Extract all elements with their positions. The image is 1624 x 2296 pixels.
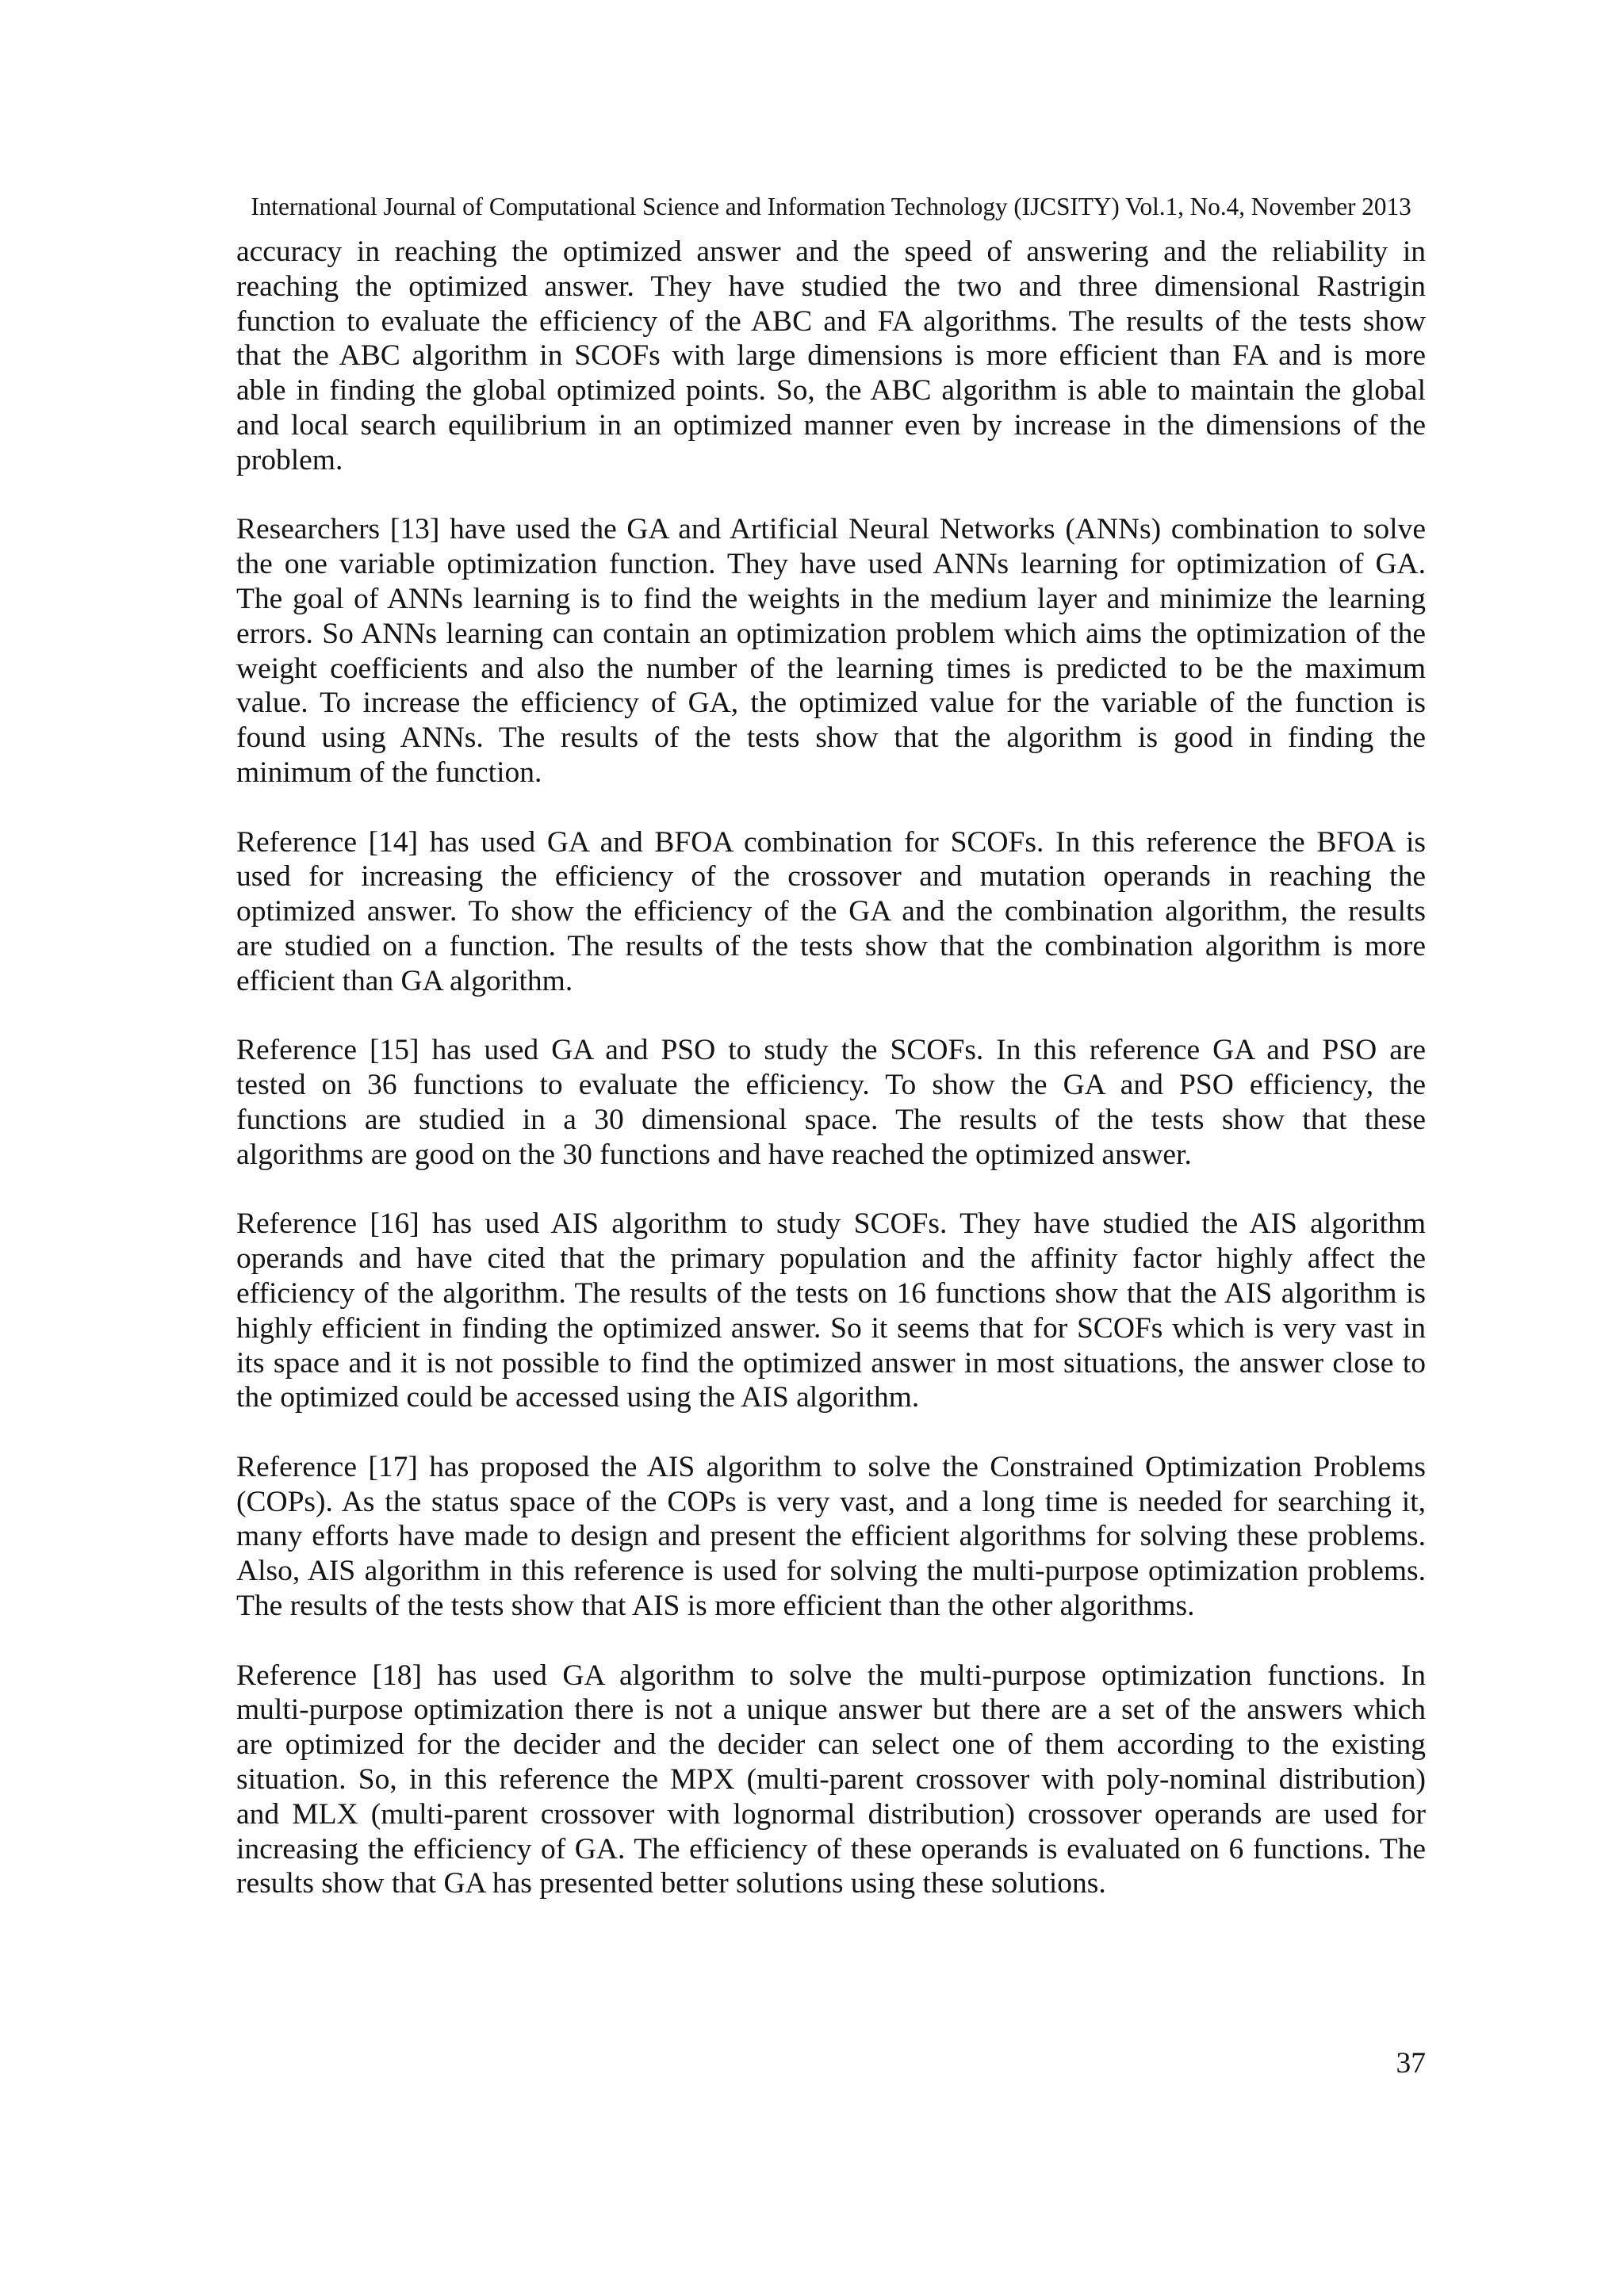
text-line: many efforts have made to design and present the efficient algorithms for solving these problems. — [236, 1520, 1426, 1553]
text-line: multi-purpose optimization there is not a unique answer but there are a set of the answers which — [236, 1693, 1426, 1727]
body-paragraph — [236, 1450, 1426, 1624]
text-line: Reference [17] has proposed the AIS algorithm to solve the Constrained Optimization Problems — [236, 1450, 1426, 1483]
text-line: highly efficient in finding the optimized answer. So it seems that for SCOFs which is very vast in — [236, 1311, 1426, 1345]
text-line: situation. So, in this reference the MPX (multi-parent crossover with poly-nominal distribution) — [236, 1763, 1426, 1797]
running-header: International Journal of Computational Science and Information Technology (IJCSITY) Vol.1, No.4, November 2013 — [251, 193, 1411, 220]
text-line: increasing the efficiency of GA. The efficiency of these operands is evaluated on 6 functions. The — [236, 1832, 1426, 1866]
text-line: reaching the optimized answer. They have studied the two and three dimensional Rastrigin — [236, 270, 1426, 303]
text-line: The results of the tests show that AIS is more efficient than the other algorithms. — [236, 1590, 1195, 1623]
text-line: Reference [16] has used AIS algorithm to study SCOFs. They have studied the AIS algorithm — [236, 1207, 1426, 1241]
text-line: problem. — [236, 443, 343, 476]
text-line: results show that GA has presented better solutions using these solutions. — [236, 1867, 1106, 1900]
text-line: Reference [18] has used GA algorithm to solve the multi-purpose optimization functions. In — [236, 1659, 1426, 1692]
text-line: the one variable optimization function. They have used ANNs learning for optimization of GA. — [236, 548, 1426, 581]
text-line: (COPs). As the status space of the COPs is very vast, and a long time is needed for searching it, — [236, 1485, 1426, 1518]
text-line: value. To increase the efficiency of GA, the optimized value for the variable of the function is — [236, 687, 1426, 720]
text-line: errors. So ANNs learning can contain an optimization problem which aims the optimization of the — [236, 617, 1426, 650]
text-line: weight coefficients and also the number of the learning times is predicted to be the maximum — [236, 652, 1426, 685]
body-paragraph — [236, 1659, 1426, 1902]
text-line: operands and have cited that the primary population and the affinity factor highly affect the — [236, 1242, 1426, 1276]
page-number: 37 — [1396, 2047, 1426, 2080]
text-line: its space and it is not possible to find the optimized answer in most situations, the answer close to — [236, 1346, 1426, 1380]
text-line: tested on 36 functions to evaluate the efficiency. To show the GA and PSO efficiency, the — [236, 1069, 1426, 1102]
body-paragraph — [236, 1033, 1426, 1172]
text-line: and local search equilibrium in an optimized manner even by increase in the dimensions of the — [236, 408, 1426, 442]
text-line: found using ANNs. The results of the tests show that the algorithm is good in finding the — [236, 721, 1426, 755]
text-line: function to evaluate the efficiency of the ABC and FA algorithms. The results of the tests show — [236, 304, 1426, 338]
text-line: Researchers [13] have used the GA and Artificial Neural Networks (ANNs) combination to solve — [236, 513, 1426, 546]
body-paragraph — [236, 1207, 1426, 1415]
text-line: and MLX (multi-parent crossover with lognormal distribution) crossover operands are used for — [236, 1797, 1426, 1831]
text-line: efficiency of the algorithm. The results of the tests on 16 functions show that the AIS algorithm is — [236, 1276, 1426, 1310]
body-paragraph — [236, 512, 1426, 790]
text-line: that the ABC algorithm in SCOFs with large dimensions is more efficient than FA and is more — [236, 339, 1426, 373]
text-line: algorithms are good on the 30 functions and have reached the optimized answer. — [236, 1138, 1192, 1171]
text-line: the optimized could be accessed using the AIS algorithm. — [236, 1381, 920, 1414]
text-line: The goal of ANNs learning is to find the weights in the medium layer and minimize the learning — [236, 582, 1426, 615]
text-line: efficient than GA algorithm. — [236, 964, 573, 997]
body-text — [236, 235, 1426, 1901]
body-paragraph — [236, 235, 1426, 478]
text-line: are studied on a function. The results of the tests show that the combination algorithm is more — [236, 929, 1426, 962]
text-line: accuracy in reaching the optimized answer and the speed of answering and the reliability in — [236, 235, 1426, 268]
text-line: able in finding the global optimized points. So, the ABC algorithm is able to maintain the global — [236, 374, 1426, 408]
text-line: are optimized for the decider and the decider can select one of them according to the existing — [236, 1728, 1426, 1762]
text-line: Reference [14] has used GA and BFOA combination for SCOFs. In this reference the BFOA is — [236, 825, 1426, 859]
text-line: used for increasing the efficiency of the crossover and mutation operands in reaching the — [236, 860, 1426, 894]
text-line: minimum of the function. — [236, 756, 542, 789]
text-line: Also, AIS algorithm in this reference is used for solving the multi-purpose optimization problems. — [236, 1555, 1426, 1588]
text-line: optimized answer. To show the efficiency of the GA and the combination algorithm, the results — [236, 895, 1426, 928]
text-line: Reference [15] has used GA and PSO to study the SCOFs. In this reference GA and PSO are — [236, 1034, 1426, 1067]
body-paragraph — [236, 825, 1426, 999]
text-line: functions are studied in a 30 dimensional space. The results of the tests show that these — [236, 1103, 1426, 1136]
